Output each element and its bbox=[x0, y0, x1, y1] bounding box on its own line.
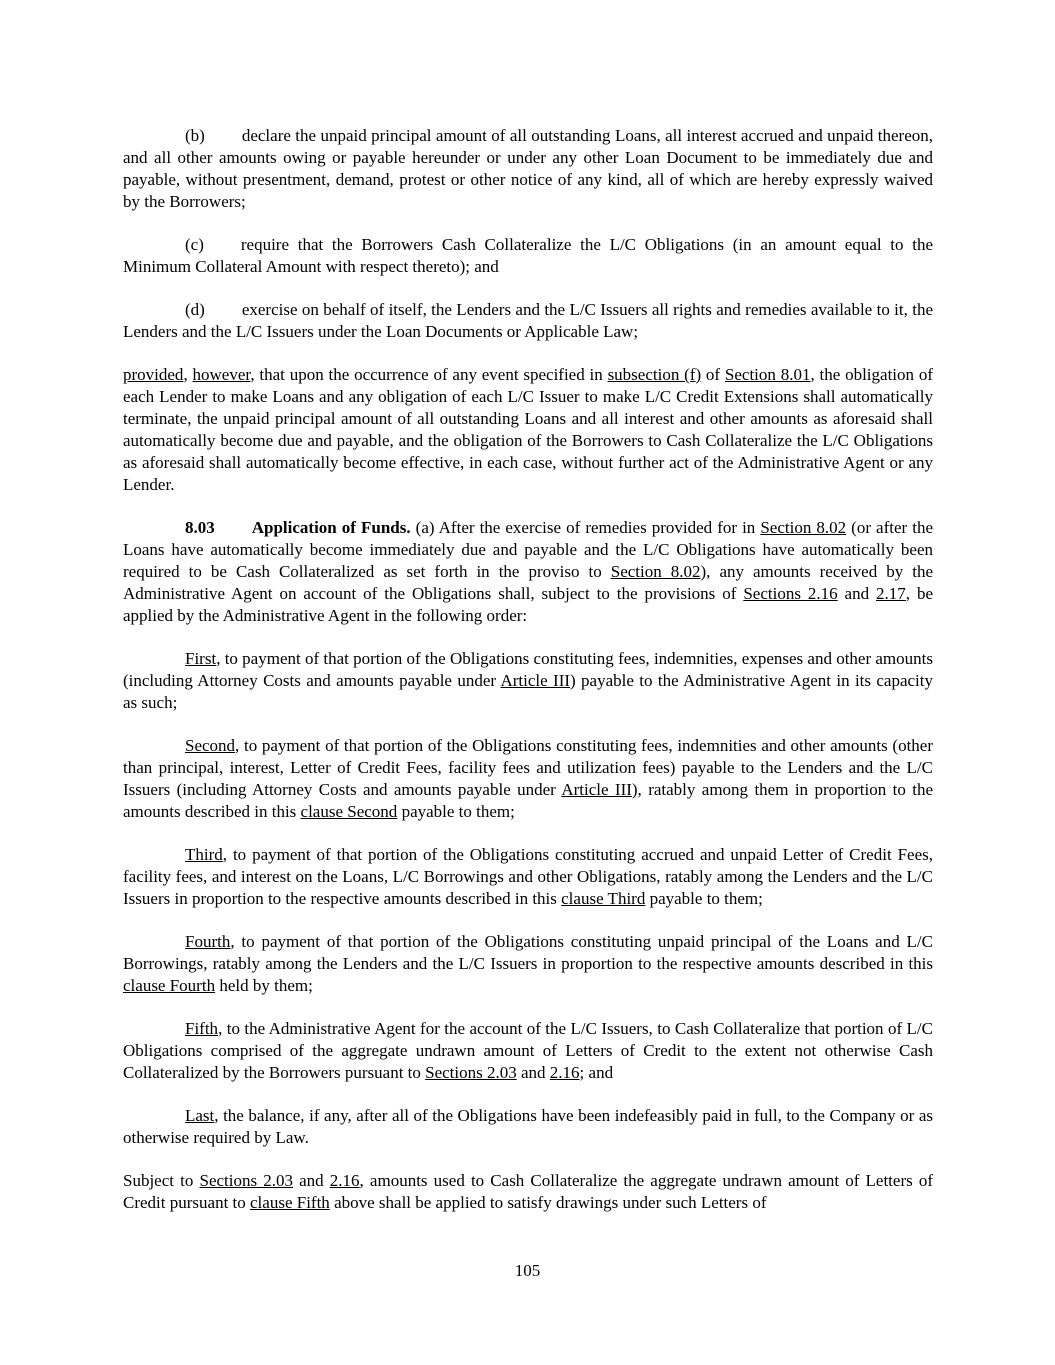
text-run: Section 8.02 bbox=[610, 562, 701, 581]
text-run: held by them; bbox=[215, 976, 313, 995]
text-run: ; and bbox=[579, 1063, 614, 1082]
text-run: , to payment of that portion of the Obligations constituting fees, indemnities, expenses and other amounts (including Attorney Costs and amounts payable under bbox=[123, 649, 933, 690]
clause-d bbox=[123, 299, 933, 343]
document-body bbox=[123, 125, 933, 1214]
text-run: (b) bbox=[185, 126, 205, 145]
text-run: above shall be applied to satisfy drawings under such Letters of bbox=[329, 1193, 767, 1212]
text-run: 8.03 bbox=[185, 518, 215, 537]
text-run: of bbox=[701, 365, 725, 384]
text-run: exercise on behalf of itself, the Lenders and the L/C Issuers all rights and remedies available to it, the Lenders and the L/C Issuers under the Loan Documents or Applicable Law; bbox=[123, 300, 933, 341]
text-run: , to the Administrative Agent for the account of the L/C Issuers, to Cash Collateralize that portion of L/C Obligations comprised of the aggregate undrawn amount of Letters of Credit to the extent not otherwise Cash Collateralized by the Borrowers pursuant to bbox=[123, 1019, 933, 1082]
clause-b bbox=[123, 125, 933, 213]
priority-third bbox=[123, 844, 933, 910]
text-run: (c) bbox=[185, 235, 204, 254]
text-run: , to payment of that portion of the Obligations constituting fees, indemnities and other amounts (other than principal, interest, Letter of Credit Fees, facility fees and utilization fees) payable to the Lenders and the L/C Issuers (including Attorney Costs and amounts payable under bbox=[123, 736, 933, 799]
text-run: , the balance, if any, after all of the Obligations have been indefeasibly paid in full, to the Company or as otherwise required by Law. bbox=[123, 1106, 933, 1147]
text-run: 2.17 bbox=[876, 584, 906, 603]
text-run: Last bbox=[185, 1106, 215, 1125]
text-run: payable to them; bbox=[645, 889, 763, 908]
text-run: clause Fourth bbox=[123, 976, 216, 995]
text-run: (a) After the exercise of remedies provided for in bbox=[410, 518, 761, 537]
text-run: , the obligation of each Lender to make Loans and any obligation of each L/C Issuer to make L/C Credit Extensions shall automatically terminate, the unpaid principal amount of all outstanding Loans and all interest and other amounts as aforesaid shall automatically become due and payable, and the obligation of the Borrowers to Cash Collateralize the L/C Obligations as aforesaid shall automatically become effective, in each case, without further act of the Administrative Agent or any Lender. bbox=[123, 365, 933, 494]
text-run: Fourth bbox=[185, 932, 231, 951]
text-run: clause Fifth bbox=[250, 1193, 330, 1212]
text-run: Second bbox=[185, 736, 236, 755]
text-run: Sections 2.03 bbox=[199, 1171, 293, 1190]
text-run: Sections 2.03 bbox=[425, 1063, 517, 1082]
text-run: (or after the Loans have automatically become immediately due and payable and the L/C Obligations have automatically been required to be Cash Collateralized as set forth in the proviso to bbox=[123, 518, 934, 581]
text-run: and bbox=[292, 1171, 330, 1190]
text-run: 2.16 bbox=[329, 1171, 360, 1190]
text-run: and bbox=[516, 1063, 550, 1082]
text-run: however bbox=[192, 365, 251, 384]
priority-last bbox=[123, 1105, 933, 1149]
text-run: Application of Funds. bbox=[251, 518, 411, 537]
text-run: , to payment of that portion of the Obligations constituting unpaid principal of the Loans and L/C Borrowings, ratably among the Lenders and the L/C Issuers in proportion to the respective amounts described in this bbox=[123, 932, 933, 973]
text-run: Section 8.01 bbox=[724, 365, 811, 384]
text-run: Third bbox=[185, 845, 223, 864]
page-number: 105 bbox=[514, 1261, 541, 1280]
section-8-03 bbox=[123, 517, 933, 627]
text-run: 2.16 bbox=[549, 1063, 580, 1082]
text-run: , amounts used to Cash Collateralize the aggregate undrawn amount of Letters of Credit pursuant to bbox=[123, 1171, 934, 1212]
text-run: ), any amounts received by the Administrative Agent on account of the Obligations shall, subject to the provisions of bbox=[123, 562, 933, 603]
cash-collateral-application bbox=[123, 1170, 933, 1214]
clause-c bbox=[123, 234, 933, 278]
text-run: and bbox=[837, 584, 877, 603]
priority-first bbox=[123, 648, 933, 714]
text-run: , bbox=[183, 365, 193, 384]
priority-fifth bbox=[123, 1018, 933, 1084]
priority-second bbox=[123, 735, 933, 823]
text-run: , that upon the occurrence of any event specified in bbox=[250, 365, 608, 384]
text-run: Article III bbox=[500, 671, 571, 690]
text-run: (d) bbox=[185, 300, 205, 319]
text-run: , to payment of that portion of the Obligations constituting accrued and unpaid Letter of Credit Fees, facility fees, and interest on the Loans, L/C Borrowings and other Obligations, ratably among the Lenders and the L/C Issuers in proportion to the respective amounts described in this bbox=[123, 845, 933, 908]
text-run: Sections 2.16 bbox=[743, 584, 838, 603]
text-run: , be applied by the Administrative Agent in the following order: bbox=[123, 584, 934, 625]
text-run: provided bbox=[123, 365, 184, 384]
text-run: clause Second bbox=[300, 802, 398, 821]
text-run: Section 8.02 bbox=[760, 518, 847, 537]
text-run: Fifth bbox=[185, 1019, 219, 1038]
text-run: clause Third bbox=[561, 889, 646, 908]
text-run: First bbox=[185, 649, 217, 668]
priority-fourth bbox=[123, 931, 933, 997]
text-run: require that the Borrowers Cash Collateralize the L/C Obligations (in an amount equal to the Minimum Collateral Amount with respect thereto); and bbox=[123, 235, 933, 276]
text-run: Article III bbox=[561, 780, 632, 799]
text-run: subsection (f) bbox=[607, 365, 702, 384]
text-run: declare the unpaid principal amount of all outstanding Loans, all interest accrued and unpaid thereon, and all other amounts owing or payable hereunder or under any other Loan Document to be immediately due and payable, without presentment, demand, protest or other notice of any kind, all of which are hereby expressly waived by the Borrowers; bbox=[123, 126, 933, 211]
text-run: Subject to bbox=[123, 1171, 200, 1190]
text-run: ), ratably among them in proportion to the amounts described in this bbox=[123, 780, 933, 821]
text-run: ) payable to the Administrative Agent in its capacity as such; bbox=[123, 671, 933, 712]
text-run: payable to them; bbox=[397, 802, 515, 821]
proviso bbox=[123, 364, 933, 496]
